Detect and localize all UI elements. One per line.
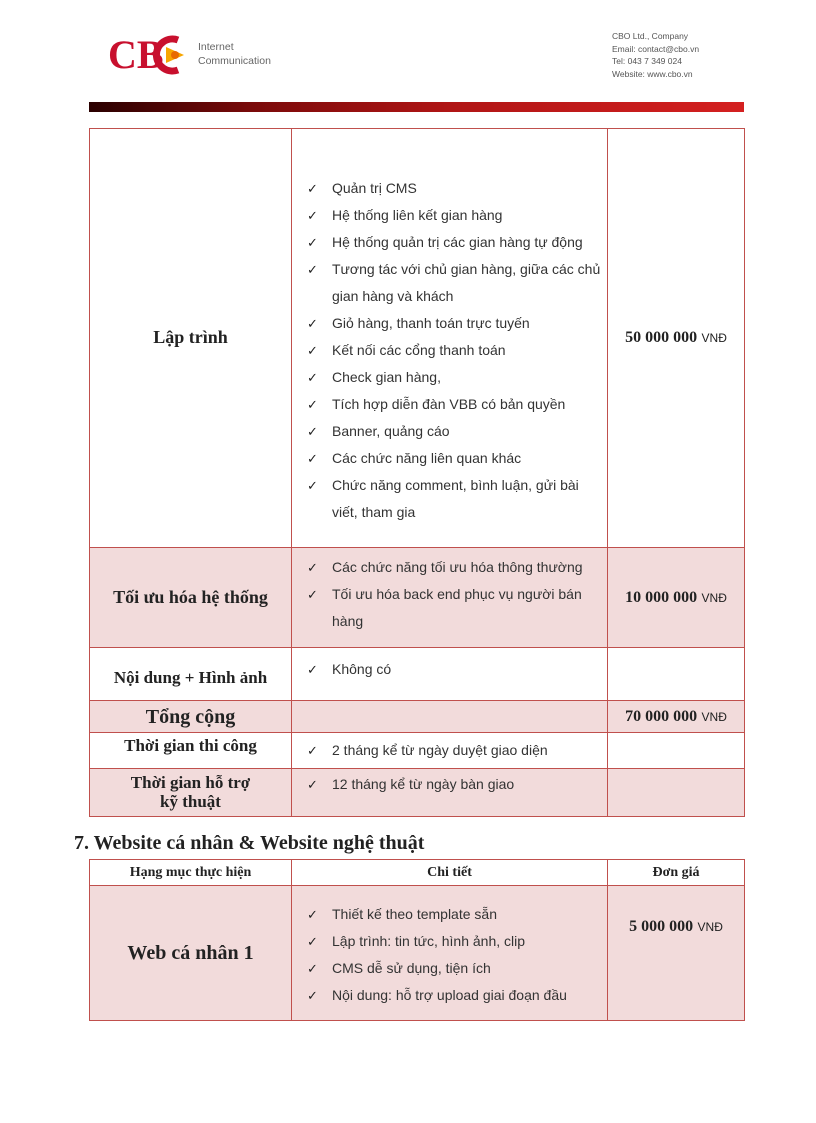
list-item: ✓ Hệ thống quản trị các gian hàng tự động bbox=[307, 229, 601, 256]
row-label: Thời gian thi công bbox=[90, 733, 292, 769]
checkmark-icon: ✓ bbox=[307, 315, 318, 331]
row-details bbox=[292, 548, 608, 648]
checkmark-icon: ✓ bbox=[307, 988, 318, 1003]
checkmark-icon: ✓ bbox=[307, 777, 318, 792]
list-item: ✓ 12 tháng kể từ ngày bàn giao bbox=[307, 771, 601, 798]
list-item: ✓ Chức năng comment, bình luận, gửi bài viết, tham gia bbox=[307, 472, 601, 526]
checkmark-icon: ✓ bbox=[307, 961, 318, 976]
company-name: CBO Ltd., Company bbox=[612, 31, 689, 41]
list-item: ✓ Quản trị CMS bbox=[307, 175, 601, 202]
company-info bbox=[612, 30, 699, 80]
row-label: Web cá nhân 1 bbox=[90, 886, 292, 1021]
row-price bbox=[608, 548, 745, 648]
row-details bbox=[292, 701, 608, 733]
list-item: ✓ Banner, quảng cáo bbox=[307, 418, 601, 445]
pricing-table bbox=[89, 128, 745, 817]
row-label: Lập trình bbox=[90, 129, 292, 548]
checkmark-icon: ✓ bbox=[307, 342, 318, 358]
checkmark-icon: ✓ bbox=[307, 450, 318, 466]
list-item: ✓ Tối ưu hóa back end phục vụ người bán hàng bbox=[307, 581, 601, 635]
table-row bbox=[90, 769, 745, 817]
company-tel: Tel: 043 7 349 024 bbox=[612, 56, 682, 66]
section-title: 7. Website cá nhân & Website nghệ thuật bbox=[74, 832, 425, 854]
checkmark-icon: ✓ bbox=[307, 396, 318, 412]
list-item: ✓ Thiết kế theo template sẵn bbox=[307, 901, 601, 928]
company-website: Website: www.cbo.vn bbox=[612, 68, 693, 79]
logo-tagline-1: Internet bbox=[198, 41, 234, 53]
row-price bbox=[608, 648, 745, 701]
list-item: ✓ Tích hợp diễn đàn VBB có bản quyền bbox=[307, 391, 601, 418]
checkmark-icon: ✓ bbox=[307, 261, 318, 277]
table-row bbox=[90, 648, 745, 701]
checkmark-icon: ✓ bbox=[307, 369, 318, 385]
price-value: 70 000 000 bbox=[625, 707, 698, 725]
list-item: ✓ Không có bbox=[307, 656, 601, 683]
list-item: ✓ Hệ thống liên kết gian hàng bbox=[307, 202, 601, 229]
row-price bbox=[608, 129, 745, 548]
list-item: ✓ Các chức năng tối ưu hóa thông thường bbox=[307, 554, 601, 581]
list-item: ✓ Kết nối các cổng thanh toán bbox=[307, 337, 601, 364]
company-logo bbox=[108, 28, 288, 80]
row-details bbox=[292, 648, 608, 701]
header-price: Đơn giá bbox=[608, 860, 745, 886]
table-row bbox=[90, 129, 745, 548]
company-email: Email: contact@cbo.vn bbox=[612, 43, 700, 54]
checkmark-icon: ✓ bbox=[307, 477, 318, 493]
currency: VNĐ bbox=[701, 331, 727, 345]
cbo-logo-icon bbox=[108, 28, 198, 80]
table-row bbox=[90, 733, 745, 769]
checkmark-icon: ✓ bbox=[307, 587, 318, 602]
price-value: 10 000 000 bbox=[625, 588, 698, 606]
currency: VNĐ bbox=[701, 590, 727, 605]
row-label: Nội dung + Hình ảnh bbox=[90, 648, 292, 701]
checkmark-icon: ✓ bbox=[307, 560, 318, 575]
svg-text:CB: CB bbox=[108, 32, 164, 77]
checkmark-icon: ✓ bbox=[307, 743, 318, 758]
header-category: Hạng mục thực hiện bbox=[90, 860, 292, 886]
checkmark-icon: ✓ bbox=[307, 934, 318, 949]
row-price bbox=[608, 886, 745, 1021]
currency: VNĐ bbox=[697, 920, 723, 934]
checkmark-icon: ✓ bbox=[307, 662, 318, 677]
checkmark-icon: ✓ bbox=[307, 423, 318, 439]
currency: VNĐ bbox=[701, 709, 727, 724]
checkmark-icon: ✓ bbox=[307, 907, 318, 922]
row-price bbox=[608, 769, 745, 817]
row-details bbox=[292, 129, 608, 548]
list-item: ✓ Tương tác với chủ gian hàng, giữa các chủ gian hàng và khách bbox=[307, 256, 601, 310]
list-item: ✓ Nội dung: hỗ trợ upload giai đoạn đầu bbox=[307, 982, 601, 1009]
table-row bbox=[90, 701, 745, 733]
header-details: Chi tiết bbox=[292, 860, 608, 886]
list-item: ✓ CMS dễ sử dụng, tiện ích bbox=[307, 955, 601, 982]
header-divider-bar bbox=[89, 102, 744, 112]
row-details bbox=[292, 769, 608, 817]
list-item: ✓ Lập trình: tin tức, hình ảnh, clip bbox=[307, 928, 601, 955]
list-item: ✓ Các chức năng liên quan khác bbox=[307, 445, 601, 472]
row-price bbox=[608, 701, 745, 733]
checkmark-icon: ✓ bbox=[307, 180, 318, 196]
row-label: Tổng cộng bbox=[90, 701, 292, 733]
price-value: 50 000 000 bbox=[625, 329, 698, 346]
price-value: 5 000 000 bbox=[629, 918, 694, 935]
table-header-row bbox=[90, 860, 745, 886]
pricing-table-website bbox=[89, 859, 745, 1021]
row-price bbox=[608, 733, 745, 769]
checkmark-icon: ✓ bbox=[307, 207, 318, 223]
row-details bbox=[292, 733, 608, 769]
table-row bbox=[90, 548, 745, 648]
row-details bbox=[292, 886, 608, 1021]
checkmark-icon: ✓ bbox=[307, 234, 318, 250]
table-row bbox=[90, 886, 745, 1021]
logo-tagline-2: Communication bbox=[198, 55, 271, 67]
row-label: Tối ưu hóa hệ thống bbox=[90, 548, 292, 648]
row-label: Thời gian hỗ trợ kỹ thuật bbox=[90, 769, 292, 817]
list-item: ✓ Giỏ hàng, thanh toán trực tuyến bbox=[307, 310, 601, 337]
list-item: ✓ Check gian hàng, bbox=[307, 364, 601, 391]
list-item: ✓ 2 tháng kể từ ngày duyệt giao diện bbox=[307, 737, 601, 764]
